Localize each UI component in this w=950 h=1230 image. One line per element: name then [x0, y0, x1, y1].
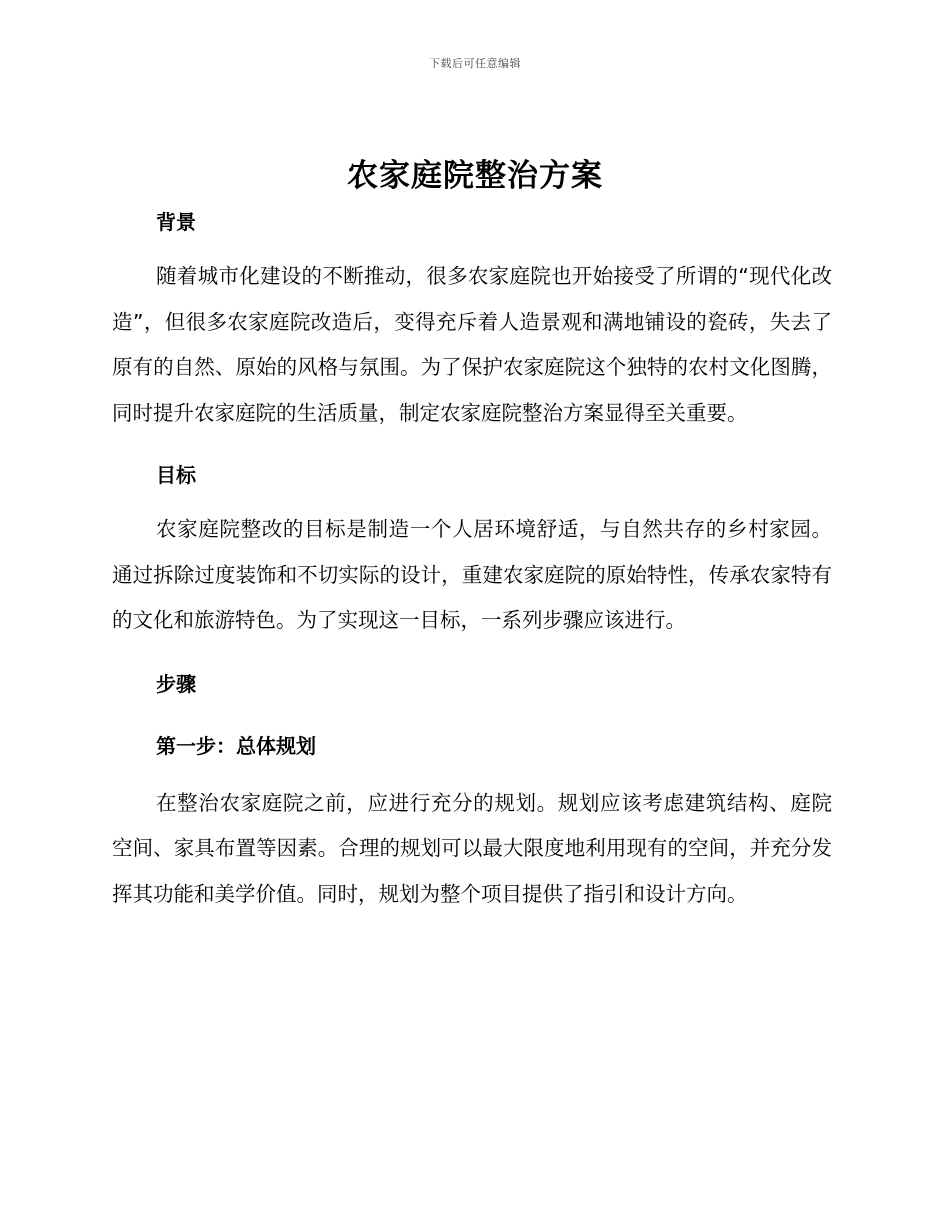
section-paragraph-goal: 农家庭院整改的目标是制造一个人居环境舒适，与自然共存的乡村家园。通过拆除过度装饰和不切实际的设计，重建农家庭院的原始特性，传承农家特有的文化和旅游特色。为了实现这一目标，一系列步骤应该进行。	[112, 517, 832, 632]
document-body	[112, 205, 832, 917]
section-heading-goal: 目标	[156, 463, 196, 487]
page-header: 下载后可任意编辑	[429, 57, 521, 70]
section-heading-background: 背景	[156, 210, 196, 234]
document-title: 农家庭院整治方案	[347, 158, 603, 194]
subsection-heading-step1: 第一步：总体规划	[156, 733, 316, 758]
section-paragraph-background: 随着城市化建设的不断推动，很多农家庭院也开始接受了所谓的“现代化改造”，但很多农家庭院改造后，变得充斥着人造景观和满地铺设的瓷砖，失去了原有的自然、原始的风格与氛围。为了保护农家庭院这个独特的农村文化图腾，同时提升农家庭院的生活质量，制定农家庭院整治方案显得至关重要。	[112, 264, 832, 425]
subsection-paragraph-step1: 在整治农家庭院之前，应进行充分的规划。规划应该考虑建筑结构、庭院空间、家具布置等因素。合理的规划可以最大限度地利用现有的空间，并充分发挥其功能和美学价值。同时，规划为整个项目提供了指引和设计方向。	[112, 790, 832, 906]
section-heading-steps: 步骤	[156, 671, 196, 696]
